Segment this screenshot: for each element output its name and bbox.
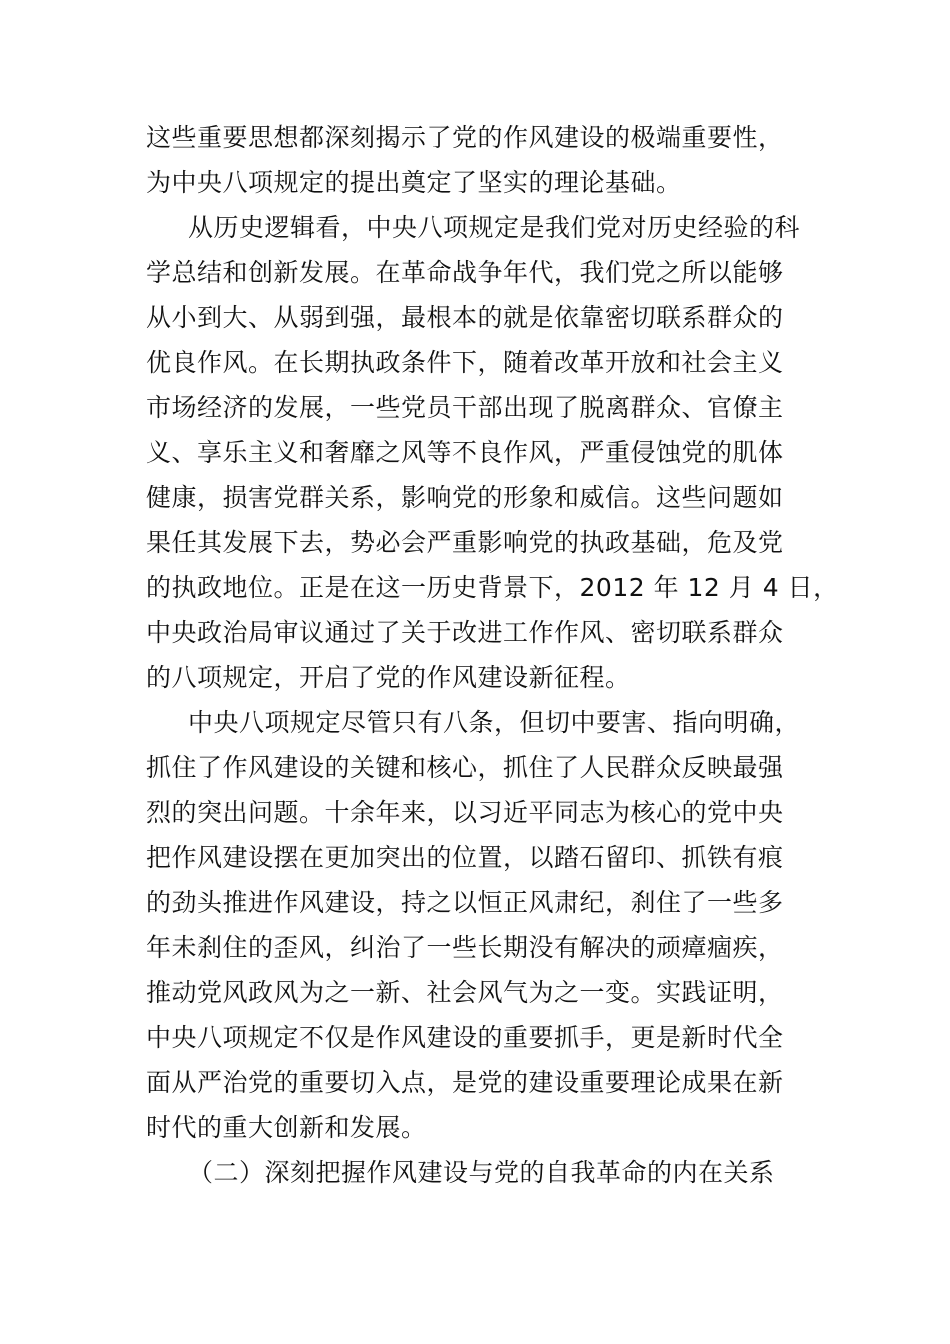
text-line: 烈的突出问题。十余年来，以习近平同志为核心的党中央 (146, 798, 784, 827)
text-line: 优良作风。在长期执政条件下，随着改革开放和社会主义 (146, 348, 784, 377)
section-heading: （二）深刻把握作风建设与党的自我革命的内在关系 (188, 1158, 775, 1187)
text-line: 义、享乐主义和奢靡之风等不良作风，严重侵蚀党的肌体 (146, 438, 784, 467)
text-line: 推动党风政风为之一新、社会风气为之一变。实践证明， (146, 978, 784, 1007)
paragraph-start-line: 中央八项规定尽管只有八条，但切中要害、指向明确， (188, 708, 801, 737)
text-line: 的执政地位。正是在这一历史背景下，2012 年 12 月 4 日， (146, 573, 839, 602)
text-line: 从小到大、从弱到强，最根本的就是依靠密切联系群众的 (146, 303, 784, 332)
text-line: 抓住了作风建设的关键和核心，抓住了人民群众反映最强 (146, 753, 784, 782)
text-line: 时代的重大创新和发展。 (146, 1113, 427, 1142)
text-line: 健康，损害党群关系，影响党的形象和威信。这些问题如 (146, 483, 784, 512)
text-line: 年未刹住的歪风，纠治了一些长期没有解决的顽瘴痼疾， (146, 933, 784, 962)
text-line: 中央八项规定不仅是作风建设的重要抓手，更是新时代全 (146, 1023, 784, 1052)
text-line: 果任其发展下去，势必会严重影响党的执政基础，危及党 (146, 528, 784, 557)
text-line: 的劲头推进作风建设，持之以恒正风肃纪，刹住了一些多 (146, 888, 784, 917)
text-line: 面从严治党的重要切入点，是党的建设重要理论成果在新 (146, 1068, 784, 1097)
text-line: 中央政治局审议通过了关于改进工作作风、密切联系群众 (146, 618, 784, 647)
paragraph-start-line: 从历史逻辑看，中央八项规定是我们党对历史经验的科 (188, 213, 801, 242)
text-line: 把作风建设摆在更加突出的位置，以踏石留印、抓铁有痕 (146, 843, 784, 872)
text-line: 市场经济的发展，一些党员干部出现了脱离群众、官僚主 (146, 393, 784, 422)
text-line: 为中央八项规定的提出奠定了坚实的理论基础。 (146, 168, 682, 197)
text-line: 学总结和创新发展。在革命战争年代，我们党之所以能够 (146, 258, 784, 287)
text-line: 的八项规定，开启了党的作风建设新征程。 (146, 663, 631, 692)
text-line: 这些重要思想都深刻揭示了党的作风建设的极端重要性， (146, 123, 784, 152)
